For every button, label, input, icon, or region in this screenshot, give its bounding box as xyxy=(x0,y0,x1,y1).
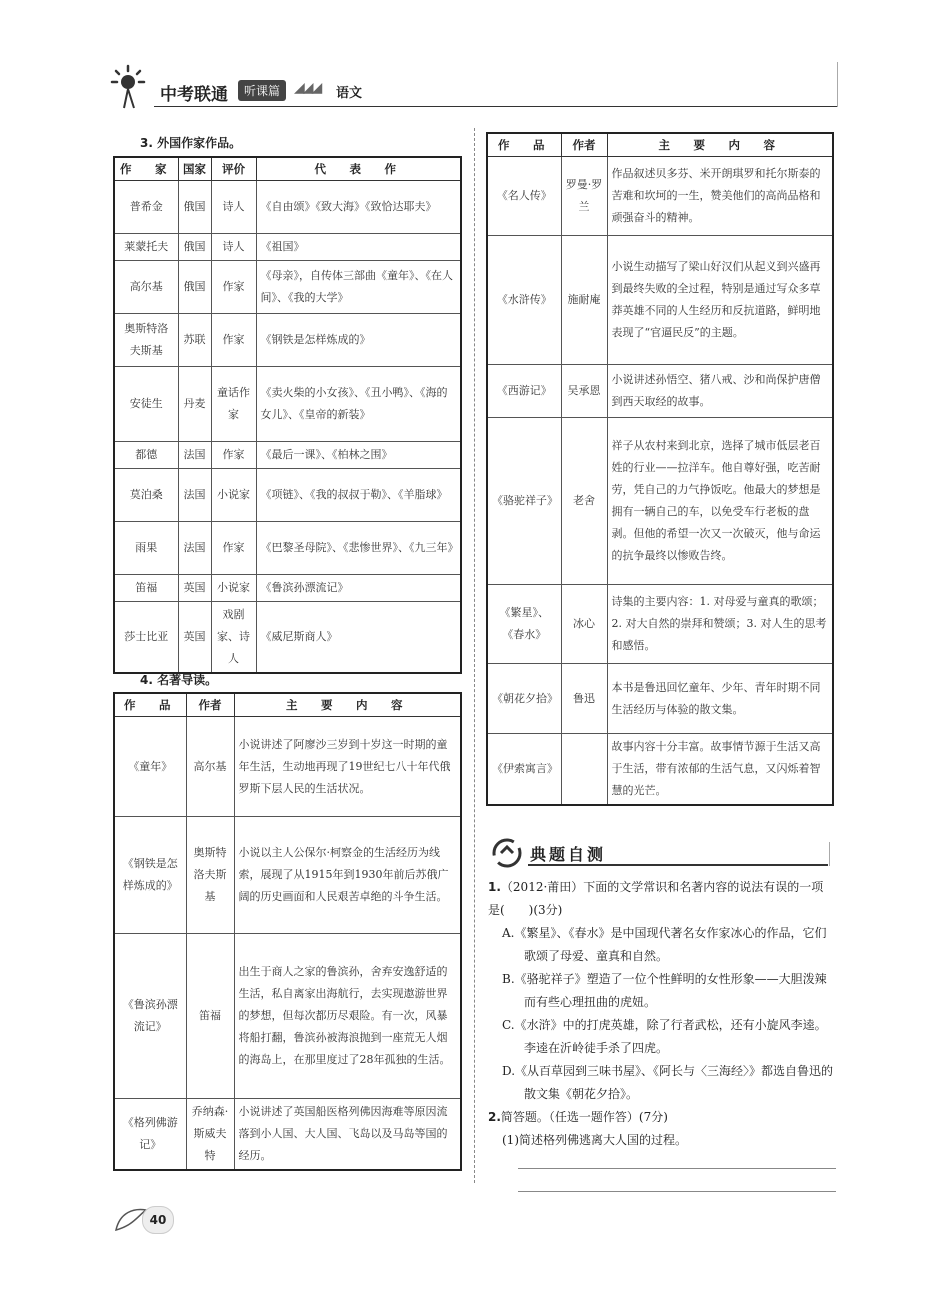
table-cell: 俄国 xyxy=(178,181,211,234)
column-divider xyxy=(474,128,475,1183)
table-cell: 小说家 xyxy=(211,469,256,522)
table-row xyxy=(114,181,461,234)
table-cell: 笛福 xyxy=(186,934,234,1099)
table-cell: 小说讲述了阿廖沙三岁到十岁这一时期的童年生活，生动地再现了19世纪七八十年代俄罗斯下层人民的生活状况。 xyxy=(234,717,461,817)
table-cell: 《西游记》 xyxy=(487,365,561,418)
header-cell: 主 要 内 容 xyxy=(607,133,833,157)
question-2-sub: (1)简述格列佛逃离大人国的过程。 xyxy=(502,1133,687,1147)
table-cell: 法国 xyxy=(178,442,211,469)
table-row xyxy=(487,365,833,418)
table-cell: 小说家 xyxy=(211,575,256,602)
table-cell: 《水浒传》 xyxy=(487,236,561,365)
table-cell: 《自由颂》《致大海》《致恰达耶夫》 xyxy=(256,181,461,234)
section-badge: 听课篇 xyxy=(238,80,286,101)
header-rule xyxy=(154,106,838,107)
table-cell: 安徒生 xyxy=(114,367,178,442)
table-cell: 雨果 xyxy=(114,522,178,575)
table-cell: 小说生动描写了梁山好汉们从起义到兴盛再到最终失败的全过程，特别是通过写众多草莽英雄不同的人生经历和反抗道路，鲜明地表现了“官逼民反”的主题。 xyxy=(607,236,833,365)
table-cell: 《名人传》 xyxy=(487,157,561,236)
table-cell: 丹麦 xyxy=(178,367,211,442)
table-cell: 《巴黎圣母院》、《悲惨世界》、《九三年》 xyxy=(256,522,461,575)
table-cell: 作家 xyxy=(211,314,256,367)
stripe-decoration-icon: ◢◢◢ xyxy=(294,80,321,96)
table-row xyxy=(114,575,461,602)
table-header-row xyxy=(487,133,833,157)
banner-rule xyxy=(528,864,828,866)
section-4-title: 4. 名著导读。 xyxy=(140,673,218,687)
option-a: A.《繁星》、《春水》是中国现代著名女作家冰心的作品，它们歌颂了母爱、童真和自然。 xyxy=(502,926,827,963)
table-cell: 鲁迅 xyxy=(561,664,607,734)
header-vrule xyxy=(837,62,838,107)
table-cell: 都德 xyxy=(114,442,178,469)
table-cell: 奥斯特洛夫斯基 xyxy=(186,817,234,934)
practice-banner xyxy=(492,838,830,866)
table-row xyxy=(114,314,461,367)
table-cell: 祥子从农村来到北京，选择了城市低层老百姓的行业——拉洋车。他自尊好强，吃苦耐劳，凭自己的力气挣饭吃。他最大的梦想是拥有一辆自己的车，以免受车行老板的盘剥。但他的希望一次又一次破灭，他与命运的抗争最终以惨败告终。 xyxy=(607,418,833,585)
answer-line xyxy=(518,1168,836,1169)
question-1 xyxy=(488,876,833,1152)
swirl-icon xyxy=(492,838,522,868)
table-cell: 《鲁滨孙漂流记》 xyxy=(256,575,461,602)
sun-logo-icon xyxy=(108,62,156,110)
brand-title: 中考联通 xyxy=(160,85,228,105)
table-row xyxy=(487,734,833,806)
table-cell: 老舍 xyxy=(561,418,607,585)
table-cell: 《童年》 xyxy=(114,717,186,817)
table-cell: 《繁星》、《春水》 xyxy=(487,585,561,664)
option-d: D.《从百草园到三味书屋》、《阿长与〈三海经〉》都选自鲁迅的散文集《朝花夕拾》。 xyxy=(502,1064,834,1101)
subject-label: 语文 xyxy=(336,86,363,101)
table-cell: 《格列佛游记》 xyxy=(114,1099,186,1171)
page-number: 40 xyxy=(142,1206,174,1234)
table-cell: 《朝花夕拾》 xyxy=(487,664,561,734)
header-cell: 作者 xyxy=(186,693,234,717)
header-cell: 作 品 xyxy=(487,133,561,157)
table-cell: 莎士比亚 xyxy=(114,602,178,674)
header-cell: 作者 xyxy=(561,133,607,157)
table-cell: 小说讲述了英国船医格列佛因海难等原因流落到小人国、大人国、飞岛以及马岛等国的经历。 xyxy=(234,1099,461,1171)
table-cell: 法国 xyxy=(178,469,211,522)
table-header-row xyxy=(114,693,461,717)
table-cell: 诗人 xyxy=(211,234,256,261)
table-row xyxy=(487,236,833,365)
question-1-stem xyxy=(488,876,833,922)
works-table-left xyxy=(113,692,462,1171)
page-footer xyxy=(112,1200,182,1240)
table-cell: 高尔基 xyxy=(114,261,178,314)
table-cell: 《钢铁是怎样炼成的》 xyxy=(256,314,461,367)
page-header xyxy=(108,62,838,112)
table-cell: 本书是鲁迅回忆童年、少年、青年时期不同生活经历与体验的散文集。 xyxy=(607,664,833,734)
table-cell: 出生于商人之家的鲁滨孙，舍弃安逸舒适的生活，私自离家出海航行，去实现遨游世界的梦想，但每次都历尽艰险。有一次，风暴将船打翻，鲁滨孙被海浪抛到一座荒无人烟的海岛上，在那里度过了28年孤独的生活。 xyxy=(234,934,461,1099)
table-row xyxy=(114,469,461,522)
header-cell: 作 家 xyxy=(114,157,178,181)
table-cell: 故事内容十分丰富。故事情节源于生活又高于生活，带有浓郁的生活气息，又闪烁着智慧的光芒。 xyxy=(607,734,833,806)
table-cell: 《母亲》，自传体三部曲《童年》、《在人间》、《我的大学》 xyxy=(256,261,461,314)
table-cell xyxy=(561,734,607,806)
table-row xyxy=(114,602,461,674)
table-cell: 作家 xyxy=(211,522,256,575)
table-cell: 戏剧家、诗人 xyxy=(211,602,256,674)
table-cell: 《最后一课》、《柏林之围》 xyxy=(256,442,461,469)
table-row xyxy=(114,817,461,934)
table-cell: 罗曼·罗兰 xyxy=(561,157,607,236)
header-cell: 国家 xyxy=(178,157,211,181)
answer-line xyxy=(518,1191,836,1192)
section-3-title: 3. 外国作家作品。 xyxy=(140,136,242,150)
table-cell: 小说讲述孙悟空、猪八戒、沙和尚保护唐僧到西天取经的故事。 xyxy=(607,365,833,418)
table-cell: 《威尼斯商人》 xyxy=(256,602,461,674)
table-cell: 英国 xyxy=(178,602,211,674)
table-cell: 作家 xyxy=(211,442,256,469)
table-cell: 奥斯特洛夫斯基 xyxy=(114,314,178,367)
table-cell: 《鲁滨孙漂流记》 xyxy=(114,934,186,1099)
table-cell: 小说以主人公保尔·柯察金的生活经历为线索，展现了从1915年到1930年前后苏俄广阔的历史画面和人民艰苦卓绝的斗争生活。 xyxy=(234,817,461,934)
table-cell: 施耐庵 xyxy=(561,236,607,365)
option-b: B.《骆驼祥子》塑造了一位个性鲜明的女性形象——大胆泼辣而有些心理扭曲的虎妞。 xyxy=(502,972,827,1009)
header-cell: 评价 xyxy=(211,157,256,181)
table-cell: 笛福 xyxy=(114,575,178,602)
table-cell: 吴承恩 xyxy=(561,365,607,418)
table-cell: 乔纳森·斯威夫特 xyxy=(186,1099,234,1171)
table-cell: 童话作家 xyxy=(211,367,256,442)
question-text: （2012·莆田）下面的文学常识和名著内容的说法有误的一项是( )(3分) xyxy=(488,880,824,917)
table-cell: 俄国 xyxy=(178,261,211,314)
table-row xyxy=(114,522,461,575)
table-cell: 俄国 xyxy=(178,234,211,261)
table-cell: 普希金 xyxy=(114,181,178,234)
table-cell: 诗集的主要内容：1. 对母爱与童真的歌颂；2. 对大自然的崇拜和赞颂；3. 对人生的思考和感悟。 xyxy=(607,585,833,664)
header-cell: 主 要 内 容 xyxy=(234,693,461,717)
table-row xyxy=(487,585,833,664)
table-cell: 《项链》、《我的叔叔于勒》、《羊脂球》 xyxy=(256,469,461,522)
table-cell: 莱蒙托夫 xyxy=(114,234,178,261)
table-cell: 冰心 xyxy=(561,585,607,664)
banner-end-rule xyxy=(829,842,830,866)
table-row xyxy=(114,234,461,261)
table-cell: 高尔基 xyxy=(186,717,234,817)
table-cell: 《钢铁是怎样炼成的》 xyxy=(114,817,186,934)
table-cell: 英国 xyxy=(178,575,211,602)
table-cell: 诗人 xyxy=(211,181,256,234)
works-table-right xyxy=(486,132,834,806)
table-cell: 《卖火柴的小女孩》、《丑小鸭》、《海的女儿》、《皇帝的新装》 xyxy=(256,367,461,442)
table-cell: 苏联 xyxy=(178,314,211,367)
header-cell: 作 品 xyxy=(114,693,186,717)
question-2 xyxy=(488,1106,833,1129)
table-cell: 莫泊桑 xyxy=(114,469,178,522)
table-cell: 法国 xyxy=(178,522,211,575)
table-cell: 作品叙述贝多芬、米开朗琪罗和托尔斯泰的苦难和坎坷的一生，赞美他们的高尚品格和顽强奋斗的精神。 xyxy=(607,157,833,236)
table-cell: 《骆驼祥子》 xyxy=(487,418,561,585)
table-row xyxy=(114,717,461,817)
table-row xyxy=(487,157,833,236)
question-number: 1. xyxy=(488,880,501,894)
question-number: 2. xyxy=(488,1110,501,1124)
foreign-writers-table xyxy=(113,156,462,674)
question-text: 简答题。（任选一题作答）(7分) xyxy=(500,1110,668,1124)
option-c: C.《水浒》中的打虎英雄，除了行者武松，还有小旋风李逵。李逵在沂岭徒手杀了四虎。 xyxy=(502,1018,827,1055)
table-row xyxy=(114,261,461,314)
table-row xyxy=(487,418,833,585)
table-row xyxy=(114,1099,461,1171)
table-cell: 作家 xyxy=(211,261,256,314)
table-row xyxy=(114,367,461,442)
table-cell: 《伊索寓言》 xyxy=(487,734,561,806)
banner-title: 典题自测 xyxy=(530,845,607,864)
table-cell: 《祖国》 xyxy=(256,234,461,261)
table-row xyxy=(114,442,461,469)
table-row xyxy=(487,664,833,734)
table-header-row xyxy=(114,157,461,181)
table-row xyxy=(114,934,461,1099)
header-cell: 代 表 作 xyxy=(256,157,461,181)
